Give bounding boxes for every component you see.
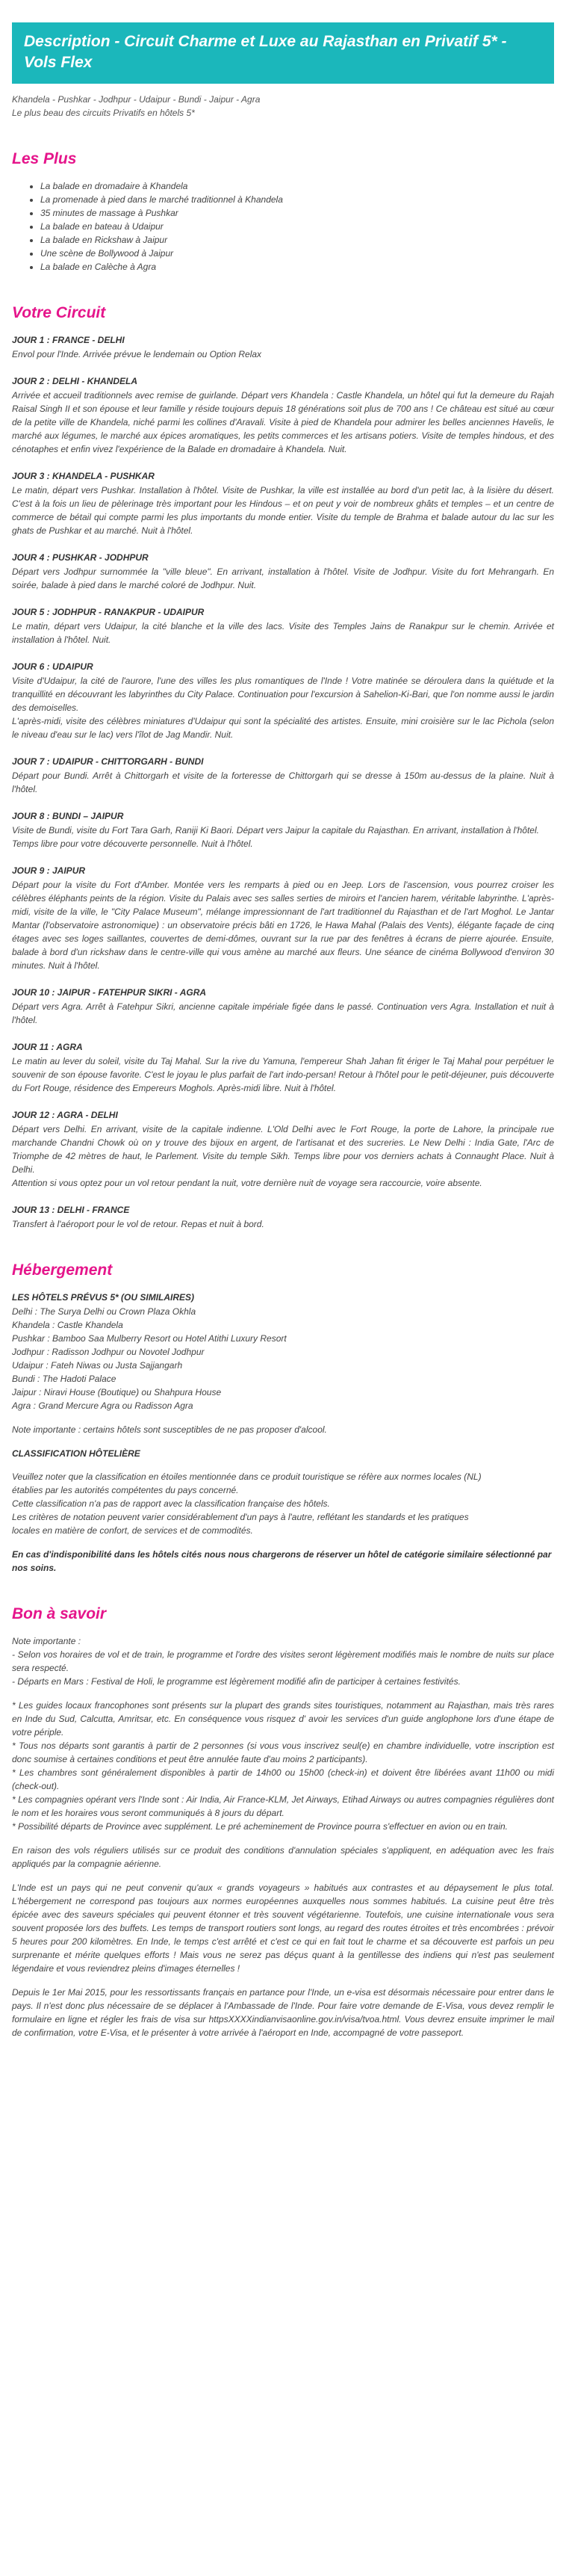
- day-body: [12, 620, 554, 646]
- day-title: JOUR 3 : KHANDELA - PUSHKAR: [12, 471, 155, 481]
- section-heading-bon-a-savoir: Bon à savoir: [12, 1605, 107, 1622]
- plus-item: • La promenade à pied dans le marché traditionnel à Khandela: [40, 193, 554, 206]
- hotel-line: Bundi : The Hadoti Palace: [12, 1374, 116, 1384]
- day-title: JOUR 5 : JODHPUR - RANAKPUR - UDAIPUR: [12, 607, 205, 617]
- day-block: [12, 986, 554, 1027]
- day-body: [12, 674, 554, 741]
- day-block: [12, 1108, 554, 1190]
- classification-title: CLASSIFICATION HÔTELIÈRE: [12, 1448, 140, 1459]
- route-text: Khandela - Pushkar - Jodhpur - Udaipur - Bundi - Jaipur - Agra: [12, 94, 261, 105]
- classification-line: locales en matière de confort, de services et de commodités.: [12, 1525, 253, 1536]
- tagline-text: Le plus beau des circuits Privatifs en hôtels 5*: [12, 108, 195, 118]
- day-block: [12, 660, 554, 741]
- day-text: Transfert à l'aéroport pour le vol de retour. Repas et nuit à bord.: [12, 1219, 264, 1229]
- day-text: Temps libre pour votre découverte personnelle. Nuit à l'hôtel.: [12, 838, 253, 849]
- plus-item: • La balade en bateau à Udaipur: [40, 220, 554, 233]
- day-text: Attention si vous optez pour un vol retour pendant la nuit, votre dernière nuit de voyage sera raccourcie, voire absente.: [12, 1178, 482, 1188]
- day-title: JOUR 1 : FRANCE - DELHI: [12, 335, 125, 345]
- availability-note: En cas d'indisponibilité dans les hôtels cités nous nous chargerons de réserver un hôtel de catégorie similaire sélectionné par nos soins.: [12, 1549, 552, 1573]
- day-text: Départ vers Agra. Arrêt à Fatehpur Sikri, ancienne capitale impériale figée dans le passé. Continuation vers Agra. Installation et nuit à l'hôtel.: [12, 1001, 554, 1025]
- day-block: [12, 1040, 554, 1095]
- day-text: Visite de Bundi, visite du Fort Tara Garh, Raniji Ki Baori. Départ vers Jaipur la capitale du Rajasthan. En arrivant, installation à l'hôtel.: [12, 825, 539, 835]
- classification-line: Veuillez noter que la classification en étoiles mentionnée dans ce produit touristique se réfère aux normes locales (NL): [12, 1471, 482, 1482]
- day-text: L'après-midi, visite des célèbres miniatures d'Udaipur qui sont la spécialité des artistes. Ensuite, mini croisière sur le lac Pichola (selon le niveau d'eau sur le lac) vers l'îlot de Jag Mandir. Nuit.: [12, 716, 554, 740]
- classification-line: établies par les autorités compétentes du pays concerné.: [12, 1485, 239, 1495]
- day-body: [12, 348, 554, 361]
- day-text: Le matin, départ vers Pushkar. Installation à l'hôtel. Visite de Pushkar, la ville est installée au bord d'un petit lac, à la lisière du désert. C'est à la fois un lieu de pèlerinage très important pour les Hindous – et on peut y voir de nombreux ghâts et temples – et un centre de commerce de bétail qui compte parmi les plus importants du monde entier. Visite du temple de Brahma et balade autour du lac sur les ghats de Pushkar et au marché. Nuit à l'hôtel.: [12, 485, 554, 536]
- day-title: JOUR 9 : JAIPUR: [12, 865, 86, 876]
- plus-item: • 35 minutes de massage à Pushkar: [40, 206, 554, 220]
- day-body: [12, 389, 554, 456]
- day-block: [12, 333, 554, 361]
- day-text: Départ pour Bundi. Arrêt à Chittorgarh et visite de la forteresse de Chittorgarh qui se dresse à 150m au-dessus de la plaine. Nuit à l'hôtel.: [12, 770, 554, 794]
- hotel-line: Agra : Grand Mercure Agra ou Radisson Agra: [12, 1400, 193, 1411]
- page: [0, 22, 566, 2039]
- plus-item: • La balade en Calèche à Agra: [40, 260, 554, 274]
- note-text: Note importante : certains hôtels sont susceptibles de ne pas proposer d'alcool.: [12, 1424, 327, 1435]
- day-title: JOUR 13 : DELHI - FRANCE: [12, 1205, 130, 1215]
- visa-paragraph: Depuis le 1er Mai 2015, pour les ressortissants français en partance pour l'Inde, un e-visa est désormais nécessaire pour entrer dans le pays. Il n'est donc plus nécessaire de se déplacer à l'Ambassade de l'Inde. Pour faire votre demande de E-Visa, vous devez remplir le formulaire en ligne et régler les frais de visa sur httpsXXXXindianvisaonline.gov.in/visa/tvoa.html. Vous devrez ensuite imprimer le mail de confirmation, votre E-Visa, et le présenter à votre arrivée à l'aéroport en Inde, accompagné de votre passeport.: [12, 1987, 554, 2038]
- classification-line: Les critères de notation peuvent varier considérablement d'un pays à l'autre, reflétant les standards et les pratiques: [12, 1512, 469, 1522]
- day-text: Arrivée et accueil traditionnels avec remise de guirlande. Départ vers Khandela : Castle Khandela, un hôtel qui fut la demeure du Rajah Raisal Singh II et son épouse et leur famille y réside toujours depuis 18 générations soit plus de 700 ans ! Ce château est situé au cœur de la petite ville de Khandela, niché parmi les collines d'Aravali. Visite à pied de Khandela pour admirer les belles anciennes Havelis, le marché aux légumes, le marché aux épices aromatiques, les petits commerces et les artisans potiers. Visite de temples hindous, et des cénotaphes et enfin vivez l'expérience de la Balade en dromadaire à Khandela. Nuit.: [12, 390, 554, 454]
- day-title: JOUR 10 : JAIPUR - FATEHPUR SIKRI - AGRA: [12, 987, 207, 998]
- pays-paragraph: L'Inde est un pays qui ne peut convenir qu'aux « grands voyageurs » habitués aux contrastes et au dépaysement le plus total. L'hébergement ne correspond pas toujours aux normes européennes auxquelles nous sommes habitués. La cuisine peut être très épicée avec des saveurs spéciales qui peuvent étonner et très souvent végétarienne. Toutefois, une cuisine internationale vous sera souvent proposée lors des buffets. Les temps de transport routiers sont longs, au regard des routes étroites et très encombrées : prévoir 5 heures pour 200 kilomètres. En Inde, le temps c'est arrêté et c'est ce qui en fait tout le charme et sa découverte est parfois un peu surprenante et mérite quelques efforts ! Mais vous ne serez pas déçus quant à la gentillesse des indiens qui n'est pas seulement légendaire et vous reviendrez pleins d'images éternelles !: [12, 1882, 554, 1974]
- day-block: [12, 1203, 554, 1231]
- day-block: [12, 605, 554, 646]
- plus-item: • Une scène de Bollywood à Jaipur: [40, 247, 554, 260]
- hotel-line: Delhi : The Surya Delhi ou Crown Plaza Okhla: [12, 1306, 196, 1317]
- hotel-line: Pushkar : Bamboo Saa Mulberry Resort ou Hotel Atithi Luxury Resort: [12, 1333, 287, 1344]
- day-block: [12, 551, 554, 592]
- day-body: [12, 1217, 554, 1231]
- annulation-paragraph: En raison des vols réguliers utilisés sur ce produit des conditions d'annulation spéciales s'appliquent, en adéquation avec les frais appliqués par la compagnie aérienne.: [12, 1845, 554, 1869]
- day-title: JOUR 6 : UDAIPUR: [12, 661, 93, 672]
- page-title: Description - Circuit Charme et Luxe au Rajasthan en Privatif 5* - Vols Flex: [12, 22, 554, 84]
- bon-intro-line: Note importante :: [12, 1636, 81, 1646]
- day-text: Envol pour l'Inde. Arrivée prévue le lendemain ou Option Relax: [12, 349, 262, 359]
- day-block: [12, 864, 554, 972]
- bon-bullet: * Les chambres sont généralement disponibles à partir de 14h00 ou 15h00 (check-in) et doivent être libérées avant 11h00 ou midi (check-out).: [12, 1767, 554, 1791]
- hotels-title: LES HÔTELS PRÉVUS 5* (OU SIMILAIRES): [12, 1292, 195, 1303]
- day-title: JOUR 11 : AGRA: [12, 1042, 83, 1052]
- day-body: [12, 1000, 554, 1027]
- day-block: [12, 374, 554, 456]
- day-text: Le matin au lever du soleil, visite du Taj Mahal. Sur la rive du Yamuna, l'empereur Shah Jahan fit ériger le Taj Mahal pour perpétuer le souvenir de son épouse favorite. C'est le joyau le plus parfait de l'art indo-persan! Retour à l'hôtel pour le petit-déjeuner, puis découverte du Fort Rouge, résidence des Empereurs Moghols. Après-midi libre. Nuit à l'hôtel.: [12, 1056, 554, 1093]
- day-title: JOUR 8 : BUNDI – JAIPUR: [12, 811, 124, 821]
- day-body: [12, 1054, 554, 1095]
- day-title: JOUR 12 : AGRA - DELHI: [12, 1110, 118, 1120]
- day-text: Départ pour la visite du Fort d'Amber. Montée vers les remparts à pied ou en Jeep. Lors de l'ascension, vous pourrez croiser les célèbres éléphants peints de la région. Visite du Palais avec ses salles serties de miroirs et l'ancien harem, véritable labyrinthe. L'après-midi, visite de la ville, le "City Palace Museum", mélange impressionnant de l'art traditionnel du Rajasthan et de l'art Moghol. Le Jantar Mantar (l'observatoire astronomique) : un observatoire précis bâti en 1726, le Hawa Mahal (Palais des Vents), élégante façade de cinq étages avec ses loges saillantes, couvertes de demi-dômes, ouvrant sur la rue par des fenêtres à écrans de pierre ajourée. Ensuite, balade à bord d'un rickshaw dans le centre-ville qui vous amène au marché aux fleurs. Une séance de cinéma Bollywood d'environ 30 minutes. Nuit à l'hôtel.: [12, 880, 554, 971]
- hotel-line: Jodhpur : Radisson Jodhpur ou Novotel Jodhpur: [12, 1347, 205, 1357]
- bon-bullet: * Tous nos départs sont garantis à partir de 2 personnes (si vous vous inscrivez seul(e) en chambre individuelle, votre inscription est donc soumise à certaines conditions et peut être annulée faute d'au moins 2 participants).: [12, 1741, 554, 1764]
- day-body: [12, 484, 554, 537]
- day-title: JOUR 2 : DELHI - KHANDELA: [12, 376, 138, 386]
- hotel-line: Jaipur : Niravi House (Boutique) ou Shahpura House: [12, 1387, 222, 1397]
- day-text: Visite d'Udaipur, la cité de l'aurore, l'une des villes les plus romantiques de l'Inde ! Votre matinée se déroulera dans la quiétude et la tranquillité en découvrant les labyrinthes du City Palace. Continuation pour l'excursion à Sahelion-Ki-Bari, que l'on nomme aussi le jardin des demoiselles.: [12, 676, 554, 713]
- day-title: JOUR 7 : UDAIPUR - CHITTORGARH - BUNDI: [12, 756, 204, 767]
- hotel-line: Udaipur : Fateh Niwas ou Justa Sajjangarh: [12, 1360, 183, 1371]
- plus-item: • La balade en dromadaire à Khandela: [40, 179, 554, 193]
- day-body: [12, 824, 554, 850]
- hotels-block: [12, 1291, 554, 1412]
- day-body: [12, 769, 554, 796]
- classification-block: [12, 1447, 554, 1537]
- bon-bullet: * Les compagnies opérant vers l'Inde sont : Air India, Air France-KLM, Jet Airways, Etihad Airways ou autres compagnies régulières dont le nom et les horaires vous seront communiqués à 8 jours du départ.: [12, 1794, 554, 1818]
- section-heading-circuit: Votre Circuit: [12, 304, 106, 321]
- plus-list: [12, 179, 554, 274]
- bon-intro: [12, 1634, 554, 1688]
- plus-item: • La balade en Rickshaw à Jaipur: [40, 233, 554, 247]
- day-text: Le matin, départ vers Udaipur, la cité blanche et la ville des lacs. Visite des Temples Jains de Ranakpur sur le chemin. Arrivée et installation à l'hôtel. Nuit.: [12, 621, 554, 645]
- day-block: [12, 469, 554, 537]
- route-block: [12, 93, 554, 120]
- bon-bullet: * Possibilité départs de Province avec supplément. Le pré acheminement de Province pourra s'effectuer en avion ou en train.: [12, 1821, 509, 1832]
- bon-bullets: [12, 1699, 554, 1833]
- classification-line: Cette classification n'a pas de rapport avec la classification française des hôtels.: [12, 1498, 330, 1509]
- day-body: [12, 565, 554, 592]
- day-block: [12, 809, 554, 850]
- day-title: JOUR 4 : PUSHKAR - JODHPUR: [12, 552, 149, 563]
- bon-intro-line: - Départs en Mars : Festival de Holi, le programme est légèrement modifié afin de participer à certaines festivités.: [12, 1676, 461, 1687]
- bon-bullet: * Les guides locaux francophones sont présents sur la plupart des grands sites touristiques, notamment au Rajasthan, mais très rares en Inde du Sud, Calcutta, Amritsar, etc. En conséquence vous risquez d' avoir les services d'un guide anglophone lors d'une étape de votre périple.: [12, 1700, 554, 1738]
- hotel-alcohol-note: [12, 1423, 554, 1436]
- hotel-line: Khandela : Castle Khandela: [12, 1320, 123, 1330]
- section-heading-plus: Les Plus: [12, 150, 77, 167]
- day-block: [12, 755, 554, 796]
- day-text: Départ vers Jodhpur surnommée la "ville bleue". En arrivant, installation à l'hôtel. Visite de Jodhpur. Visite du fort Mehrangarh. En soirée, balade à pied dans le marché coloré de Jodhpur. Nuit.: [12, 566, 554, 590]
- day-text: Départ vers Delhi. En arrivant, visite de la capitale indienne. L'Old Delhi avec le Fort Rouge, la porte de Lahore, la principale rue marchande Chandni Chowk où on y trouve des bijoux en argent, de l'artisanat et des sucreries. Le New Delhi : India Gate, l'Arc de Triomphe de 42 mètres de haut, le Parlement. Visite du temple Sikh. Temps libre pour vos derniers achats à Connaught Place. Nuit à Delhi.: [12, 1124, 554, 1175]
- section-heading-hebergement: Hébergement: [12, 1261, 113, 1279]
- day-body: [12, 878, 554, 972]
- bon-intro-line: - Selon vos horaires de vol et de train, le programme et l'ordre des visites seront légèrement modifiés mais le nombre de nuits sur place sera respecté.: [12, 1649, 554, 1673]
- day-body: [12, 1122, 554, 1190]
